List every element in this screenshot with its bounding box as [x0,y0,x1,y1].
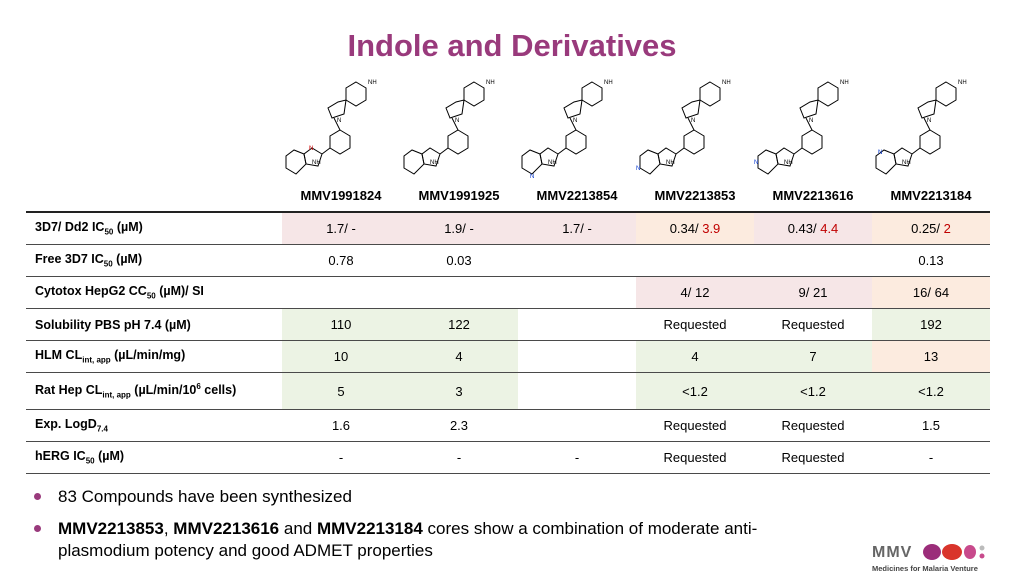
table-cell [518,410,636,442]
compound-id: MMV2213616 [772,188,854,203]
table-cell [282,373,400,410]
table-cell [636,277,754,309]
structure-label: NH [784,160,793,166]
row-label-part: (µL/min/mg) [110,348,186,363]
table-cell [400,309,518,341]
structure-label: N [691,118,696,124]
cell-value: - [456,450,462,465]
table-row [26,245,990,277]
structure-label: N [809,118,814,124]
cell-value: 0.78 [328,253,354,268]
structure-drawing [754,72,872,180]
structure-label: N [573,118,578,124]
cell-value: 4 [455,349,463,364]
cell-value: 13 [923,349,939,364]
table-cell [754,442,872,474]
row-label [26,309,282,341]
table-cell [636,442,754,474]
bullet-text: 83 Compounds have been synthesized [58,487,352,506]
table-cell [400,442,518,474]
row-label-part: 3D7/ Dd2 IC [35,220,105,235]
table-cell [400,212,518,245]
table-cell [754,245,872,277]
logo-subtitle: Medicines for Malaria Venture [872,564,978,573]
table-cell [872,212,990,245]
structure-label: NH [902,160,911,166]
table-cell [518,442,636,474]
table-cell [282,341,400,373]
table-cell [636,410,754,442]
cell-value: - [338,450,344,465]
structure-label: N [878,150,883,156]
row-label-part: hERG IC [35,449,86,464]
table-cell [518,373,636,410]
row-label-part: int, app [102,390,131,400]
bullet-compound: MMV2213616 [173,519,280,538]
cell-value: Requested [663,450,727,465]
row-label-part: 50 [103,259,113,269]
structure-label: N [754,160,759,166]
compound-id: MMV1991925 [418,188,500,203]
row-label-part: int, app [82,355,111,365]
compound-id: MMV2213854 [536,188,618,203]
data-table [26,211,990,474]
cell-value: 1.5 [921,418,941,433]
cell-value: Requested [781,317,845,332]
structure-drawing [518,72,636,180]
table-row [26,277,990,309]
cell-value: 7 [809,349,817,364]
row-label-part: 6 [196,382,201,392]
row-label [26,410,282,442]
bullet-dot [34,525,41,532]
cell-value: 0.43/ [787,221,821,236]
row-label-part: Exp. LogD [35,417,97,432]
row-label [26,341,282,373]
table-cell [872,309,990,341]
row-label [26,373,282,410]
table-cell [754,277,872,309]
mmv-logo [872,540,1002,576]
bullet-compound: MMV2213184 [316,519,423,538]
structure-drawing [636,72,754,180]
cell-value: 1.7/ - [326,221,356,236]
row-label-part: Cytotox HepG2 CC [35,284,147,299]
cell-value-highlight: 2 [943,221,951,236]
cell-value: Requested [663,418,727,433]
cell-value: 5 [337,383,345,399]
row-label-part: (µM) [112,252,143,267]
cell-value: Requested [663,317,727,332]
table-cell [282,442,400,474]
structure-drawing [400,72,518,180]
table-cell [518,245,636,277]
row-label-part: (µM) [113,220,143,235]
compound-id: MMV1991824 [300,188,382,203]
cell-value: 0.13 [918,253,944,268]
compound-id: MMV2213853 [654,188,736,203]
row-label-part: HLM CL [35,348,83,363]
table-cell [282,212,400,245]
table-cell [518,277,636,309]
structure-label: NH [722,80,731,86]
table-cell [754,410,872,442]
cell-value: 10 [333,349,349,364]
bullet-dot [34,493,41,500]
structure-label: NH [604,80,613,86]
table-cell [754,341,872,373]
table-cell [282,410,400,442]
cell-value: 9/ 21 [798,285,828,300]
cell-value: 1.7/ - [562,221,592,236]
cell-value: <1.2 [800,383,826,399]
table-cell [400,341,518,373]
bullet-compound: MMV2213853 [58,519,164,538]
row-label [26,277,282,309]
structure-label: NH [430,160,439,166]
row-label-part: 50 [104,227,114,237]
compound-id: MMV2213184 [890,188,972,203]
table-cell [872,373,990,410]
row-label [26,245,282,277]
structure-label: NH [840,80,849,86]
table-cell [518,309,636,341]
table-cell [754,373,872,410]
cell-value: 3 [455,383,463,399]
table-cell [282,245,400,277]
row-label [26,212,282,245]
table-body [26,212,990,474]
row-label-part: Rat Hep CL [35,383,103,398]
table-cell [282,277,400,309]
cell-value: <1.2 [918,383,944,399]
structure-label: N [309,146,314,152]
table-row [26,410,990,442]
structure-label: N [530,174,535,180]
table-cell [400,245,518,277]
cell-value: 4/ 12 [680,285,710,300]
table-row [26,442,990,474]
row-label-part: (µL/min/10 [130,383,197,398]
bullet-text: , [163,519,174,538]
cell-value: Requested [781,450,845,465]
structure-label: N [927,118,932,124]
table-cell [872,410,990,442]
table-cell [636,245,754,277]
structure-label: NH [666,160,675,166]
structure-label: N [455,118,460,124]
table-cell [636,212,754,245]
structure-label: NH [958,80,967,86]
cell-value: 16/ 64 [912,285,950,300]
table-cell [636,341,754,373]
cell-value: 2.3 [449,418,469,433]
row-label-part: (µM)/ SI [155,284,204,299]
structure-label: NH [486,80,495,86]
table-cell [518,212,636,245]
logo-drops-icon [922,542,1000,562]
cell-value: - [574,450,580,465]
row-label-part: Solubility PBS pH 7.4 (µM) [35,317,191,332]
bullet-item [34,486,834,508]
table-cell [872,442,990,474]
cell-value: 122 [448,317,470,332]
table-cell [636,309,754,341]
row-label-part: cells) [200,383,237,398]
row-label-part: (µM) [94,449,125,464]
row-label-part: 50 [85,456,95,466]
table-cell [872,245,990,277]
cell-value-highlight: 3.9 [702,221,721,236]
cell-value: - [928,450,934,465]
structure-label: NH [368,80,377,86]
structure-label: N [636,166,641,172]
structure-drawing [282,72,400,180]
structure-drawing [872,72,990,180]
logo-text: MMV [872,544,913,561]
table-cell [872,277,990,309]
table-cell [518,341,636,373]
bullet-text: cores show a combination of moderate anti-plasmodium potency and good ADMET properties [58,519,758,560]
cell-value: 0.34/ [669,221,703,236]
structure-row [282,72,990,180]
bullet-item [34,518,834,562]
row-label-part: 50 [146,291,156,301]
table-cell [400,277,518,309]
bullet-list [34,486,834,572]
table-cell [400,410,518,442]
cell-value: 110 [330,317,352,332]
table-row [26,341,990,373]
structure-label: NH [548,160,557,166]
cell-value: 4 [691,349,699,364]
row-label [26,442,282,474]
cell-value: 1.9/ - [444,221,474,236]
bullet-text: and [279,519,317,538]
cell-value: 0.25/ [911,221,944,236]
table-row [26,373,990,410]
table-cell [872,341,990,373]
table-cell [282,309,400,341]
structure-label: N [337,118,342,124]
compound-headers [282,188,990,206]
cell-value: <1.2 [682,383,708,399]
table-row [26,309,990,341]
cell-value: Requested [781,418,845,433]
row-label-part: 7.4 [96,424,108,434]
page-title: Indole and Derivatives [347,28,677,63]
cell-value: 1.6 [331,418,351,433]
table-cell [400,373,518,410]
cell-value: 0.03 [446,253,472,268]
table-cell [754,309,872,341]
table-cell [636,373,754,410]
table-row [26,212,990,245]
cell-value-highlight: 4.4 [820,221,839,236]
table-cell [754,212,872,245]
structure-label: NH [312,160,321,166]
cell-value: 192 [920,317,942,332]
row-label-part: Free 3D7 IC [35,252,104,267]
